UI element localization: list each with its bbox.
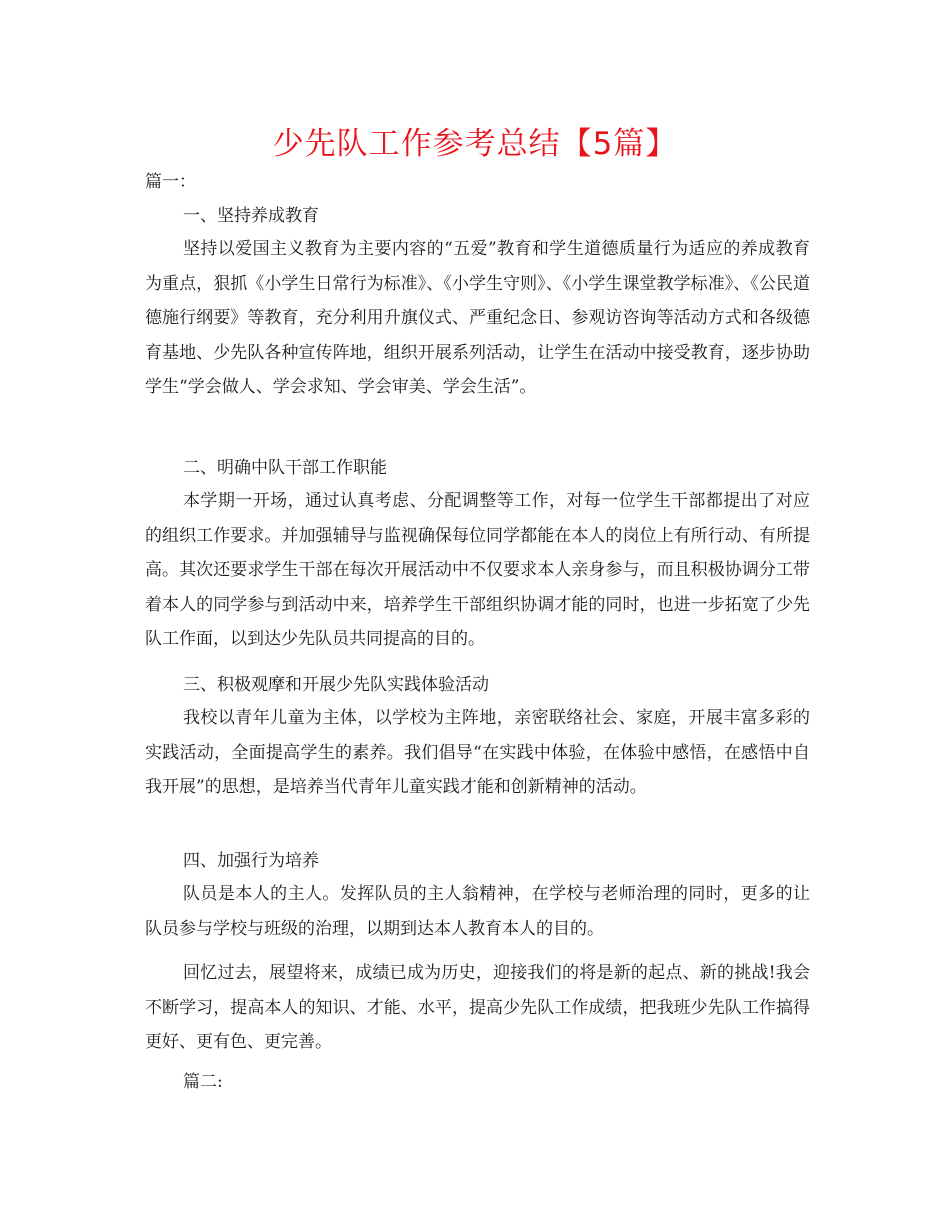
section-4-paragraph-1: 队员是本人的主人。发挥队员的主人翁精神，在学校与老师治理的同时，更多的让队员参与学校与班级的治理，以期到达本人教育本人的目的。 [145,884,810,939]
section-3-heading: 三、积极观摩和开展少先队实践体验活动 [183,675,489,695]
section-3-paragraph-1: 我校以青年儿童为主体，以学校为主阵地，亲密联络社会、家庭，开展丰富多彩的实践活动，全面提高学生的素养。我们倡导“在实践中体验，在体验中感悟，在感悟中自我开展”的思想，是培养当代青年儿童实践才能和创新精神的活动。 [145,708,810,797]
section-4-heading: 四、加强行为培养 [183,851,319,871]
section-4-paragraph-2: 回忆过去，展望将来，成绩已成为历史，迎接我们的将是新的起点、新的挑战!我会不断学习，提高本人的知识、才能、水平，提高少先队工作成绩，把我班少先队工作搞得更好、更有色、更完善。 [145,963,810,1052]
section-2-heading: 二、明确中队干部工作职能 [183,458,387,478]
part-two-label: 篇二: [183,1072,223,1092]
section-1-heading: 一、坚持养成教育 [183,206,319,226]
section-2-paragraph-1: 本学期一开场，通过认真考虑、分配调整等工作，对每一位学生干部都提出了对应的组织工作要求。并加强辅导与监视确保每位同学都能在本人的岗位上有所行动、有所提高。其次还要求学生干部在每次开展活动中不仅要求本人亲身参与，而且积极协调分工带着本人的同学参与到活动中来，培养学生干部组织协调才能的同时，也进一步拓宽了少先队工作面，以到达少先队员共同提高的目的。 [145,491,810,649]
part-one-label: 篇一： [145,172,196,192]
section-1-paragraph-1: 坚持以爱国主义教育为主要内容的“五爱”教育和学生道德质量行为适应的养成教育为重点，狠抓《小学生日常行为标准》、《小学生守则》、《小学生课堂教学标准》、《公民道德施行纲要》等教育，充分利用升旗仪式、严重纪念日、参观访咨询等活动方式和各级德育基地、少先队各种宣传阵地，组织开展系列活动，让学生在活动中接受教育，逐步协助学生“学会做人、学会求知、学会审美、学会生活”。 [145,239,810,397]
document-title: 少先队工作参考总结【5篇】 [272,126,678,162]
